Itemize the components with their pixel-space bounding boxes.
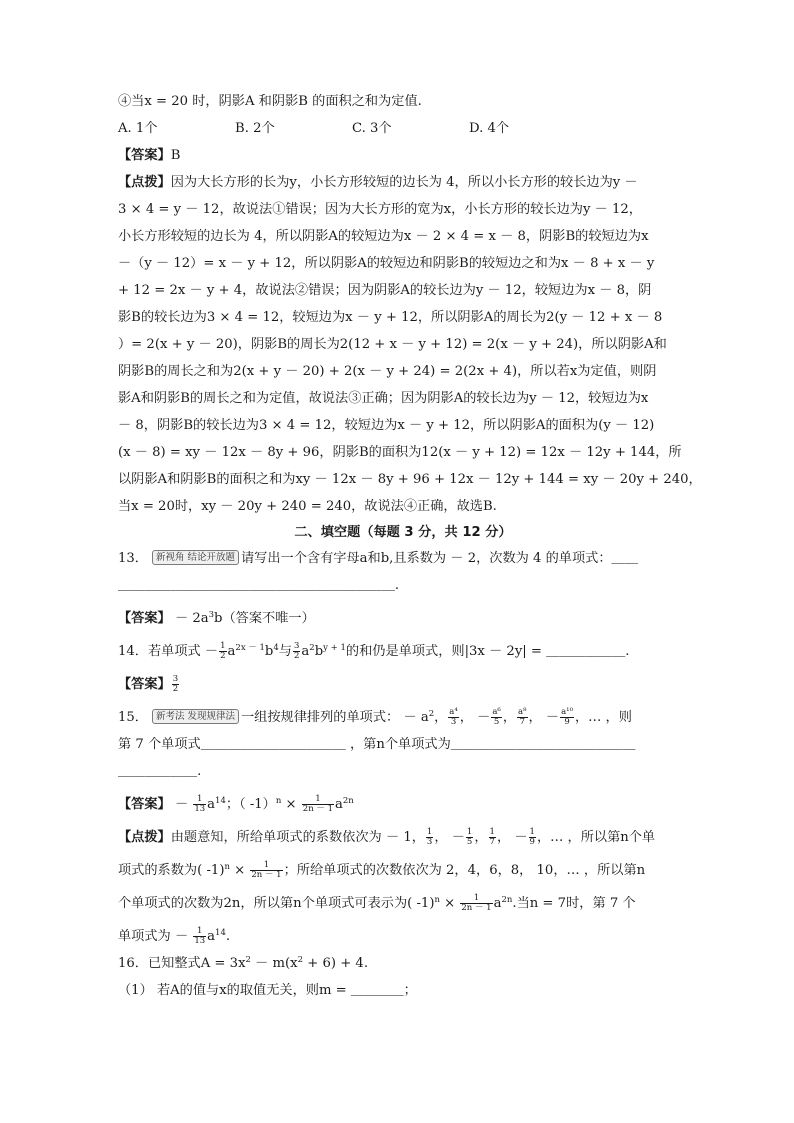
denominator: 13 [194, 804, 206, 814]
q15-line2: 第 7 个单项式＿＿＿＿＿＿＿＿＿＿＿ ，第n个单项式为＿＿＿＿＿＿＿＿＿＿＿＿＿＿ [118, 737, 636, 752]
numerator: a¹⁰ [561, 707, 573, 717]
q15-analysis-2: 项式的系数为( -1)$^n$ × $\frac{1}{2n - 1}$ ；所给单项式的次数依次为 2，4，6，8， 10，… ，所以第n [118, 860, 646, 880]
q16-sub1: （1） 若A的值与x的取值无关，则m = ＿＿＿＿； [118, 983, 417, 998]
answer-text: ；（ -1） [225, 797, 276, 812]
q15-line3: ＿＿＿＿＿＿. [118, 764, 202, 779]
analysis-text: × [229, 863, 250, 878]
exponent: 2x － 1 [235, 643, 265, 653]
analysis-text: 单项式为 － [118, 929, 193, 944]
q15-analysis-1: 【点拨】由题意知，所给单项式的系数依次为 － 1， $\frac{1}{3}$ ， － $\frac{1}{5}$ ， $\frac{1}{7}$ ， － $\frac{1}{9}$ ，… ，所以第n个单 [118, 827, 656, 847]
exponent: n [224, 862, 230, 872]
question-text: 与 [278, 644, 292, 659]
numerator: 1 [193, 795, 206, 805]
section-title: 二、填空题（每题 3 分，共 12 分） [294, 525, 512, 540]
numerator: a⁶ [492, 707, 501, 717]
question-text: 14．若单项式 － [118, 644, 219, 659]
question-text: 请写出一个含有字母a和b,且系数为 － 2，次数为 4 的单项式：＿＿ [241, 551, 638, 566]
option-d: D. 4个 [469, 121, 510, 136]
numerator: a⁴ [449, 707, 458, 717]
exponent: 2 [309, 643, 315, 653]
numerator: 1 [426, 827, 433, 837]
question-text: ，… ，则 [574, 710, 632, 725]
fraction [193, 927, 206, 946]
numerator: 1 [193, 927, 206, 937]
variable: a [335, 797, 343, 812]
fraction [302, 795, 334, 814]
question-text: 16．已知整式A = 3x [118, 956, 246, 971]
fraction [466, 828, 473, 847]
option-c: C. 3个 [352, 121, 392, 136]
answer-text: － 2a [170, 611, 209, 626]
fraction [293, 642, 300, 661]
q13-stem [118, 545, 688, 572]
fraction [219, 642, 226, 661]
answer-label: 【答案】 [118, 611, 171, 626]
denominator: 13 [194, 936, 206, 946]
analysis-text: 项式的系数为( [118, 863, 203, 878]
q15-answer: 【答案】 － $\frac{1}{13}$ $a^{14}$；（ -1）$^n$ × $\frac{1}{2n - 1}$ $a^{2n}$ [118, 794, 354, 814]
question-text: － m(x [250, 956, 298, 971]
denominator: 2 [293, 651, 300, 661]
analysis-line: 因为大长方形的长为y，小长方形较短的边长为 4，所以小长方形的较长边为y － [170, 175, 638, 190]
document-page [118, 88, 702, 1004]
analysis-line: － 8，阴影B的较长边为3 × 4 = 12，较短边为x － y + 12，所以阴影A的面积为(y － 12) [118, 418, 655, 433]
answer-text: × [281, 797, 301, 812]
question-tag: 新考法 发现规律法 [152, 709, 239, 724]
analysis-text: ；所给单项式的次数依次为 2，4，6，8， 10，… ，所以第n [283, 863, 646, 878]
q16-stem [118, 950, 688, 977]
answer-label: 【答案】 [118, 677, 171, 692]
analysis-text: × [439, 896, 460, 911]
analysis-text: 个单项式的次数为2n，所以第n个单项式可表示为( [118, 896, 413, 911]
denominator: 2 [220, 651, 226, 661]
fraction [560, 708, 574, 727]
denominator: 2n － 1 [461, 903, 492, 913]
denominator: 5 [493, 717, 500, 727]
exponent: 2n [501, 895, 513, 905]
exponent: 2n [342, 796, 354, 806]
variable: a [207, 797, 216, 812]
exponent: y + 1 [323, 643, 346, 653]
exponent: 14 [215, 928, 226, 938]
analysis-line: 以阴影A和阴影B的面积之和为xy － 12x － 8y + 96 + 12x － 12y + 144 = xy － 20y + 240， [118, 472, 702, 487]
analysis-text: 当n = 7时，第 7 个 [516, 896, 636, 911]
q15-stem: 15． 新考法 发现规律法 一组按规律排列的单项式： － $a^2$， $\frac{\text{a⁴}}{3}$ ， － $\frac{\text{a⁶}}{5}$ ， $\frac{\text{a⁸}}{7}$ ， － $\frac{\text{a¹⁰}}{9}$ ，… ，则 [118, 707, 632, 727]
answer-value: B [170, 148, 181, 163]
q13-answer [118, 605, 688, 632]
option-a: A. 1个 [118, 121, 158, 136]
fraction [491, 708, 501, 727]
fraction [193, 795, 206, 814]
numerator: 1 [460, 894, 492, 904]
exponent: 4 [273, 643, 279, 653]
analysis-line: 影B的较长边为3 × 4 = 12，较短边为x － y + 12，所以阴影A的周长为2(y － 12 + x － 8 [118, 310, 663, 325]
fraction [250, 861, 282, 880]
q15-analysis-4: 单项式为 － $\frac{1}{13}$ $a^{14}$. [118, 926, 231, 946]
variable: a [207, 929, 216, 944]
answer-label: 【答案】 [118, 148, 171, 163]
numerator: a⁸ [518, 707, 527, 717]
q14-answer [118, 671, 688, 698]
variable: b [264, 644, 274, 659]
analysis-text: 由题意知，所给单项式的系数依次为 － 1， [170, 830, 425, 845]
analysis-label: 【点拨】 [118, 175, 171, 190]
q12-options [118, 115, 688, 142]
fraction [529, 828, 536, 847]
exponent: 2 [428, 709, 435, 719]
answer-label: 【答案】 [118, 797, 171, 812]
denominator: 3 [426, 837, 433, 847]
answer-text: b（答案不唯一） [214, 611, 315, 626]
fraction [517, 708, 527, 727]
variable: b [314, 644, 324, 659]
analysis-line: (x － 8) = xy － 12x － 8y + 96，阴影B的面积为12(x － y + 12) = 12x － 12y + 144，所 [118, 445, 682, 460]
q12-answer [118, 142, 688, 169]
fraction [489, 828, 496, 847]
denominator: 2 [172, 684, 179, 694]
denominator: 9 [564, 717, 570, 727]
question-text: 的和仍是单项式，则|3x － 2y| = ＿＿＿＿＿＿. [345, 644, 630, 659]
denominator: 2n － 1 [251, 870, 282, 880]
variable: a [301, 644, 310, 659]
analysis-line: 3 × 4 = y － 12，故说法①错误；因为大长方形的宽为x，小长方形的较长边为y － 12， [118, 202, 642, 217]
question-text: 一组按规律排列的单项式： － a [241, 710, 429, 725]
q12-analysis [118, 169, 702, 520]
analysis-line: －（y － 12）= x － y + 12，所以阴影A的较短边和阴影B的较短边之和为x － 8 + x － y [118, 256, 655, 271]
exponent: 2 [245, 955, 251, 965]
exponent: 2 [297, 955, 304, 965]
denominator: 3 [450, 717, 457, 727]
fraction [172, 675, 179, 694]
denominator: 5 [466, 837, 473, 847]
numerator: 1 [250, 861, 282, 871]
exponent: 3 [208, 610, 214, 620]
analysis-line: 影A和阴影B的周长之和为定值，故说法③正确；因为阴影A的较长边为y － 12，较短边为x [118, 391, 649, 406]
numerator: 3 [172, 674, 179, 684]
q15-analysis-3: 个单项式的次数为2n，所以第n个单项式可表示为( -1)$^n$ × $\frac{1}{2n - 1}$ $a^{2n}$.当n = 7时，第 7 个 [118, 893, 636, 913]
question-text: + 6) + 4. [303, 956, 369, 971]
denominator: 7 [489, 837, 495, 847]
analysis-line: 阴影B的周长之和为2(x + y － 20) + 2(x － y + 24) = 2(2x + 4)，所以若x为定值，则阴 [118, 364, 657, 379]
numerator: 1 [489, 827, 495, 837]
analysis-line: 当x = 20时，xy － 20y + 240 = 240，故说法④正确，故选B. [118, 499, 497, 514]
q13-blank: ＿＿＿＿＿＿＿＿＿＿＿＿＿＿＿＿＿＿＿＿＿. [118, 578, 400, 593]
fraction [460, 894, 492, 913]
denominator: 9 [529, 837, 535, 847]
analysis-line: + 12 = 2x － y + 4，故说法②错误；因为阴影A的较长边为y － 12，较短边为x － 8，阴 [118, 283, 652, 298]
analysis-line: 小长方形较短的边长为 4，所以阴影A的较短边为x － 2 × 4 = x － 8，阴影B的较短边为x [118, 229, 649, 244]
analysis-label: 【点拨】 [118, 830, 171, 845]
denominator: 7 [519, 717, 525, 727]
numerator: 1 [302, 795, 334, 805]
numerator: 1 [466, 827, 473, 837]
fraction [426, 828, 433, 847]
variable: a [493, 896, 502, 911]
option-b: B. 2个 [235, 121, 275, 136]
numerator: 1 [529, 827, 535, 837]
analysis-text: ，… ，所以第n个单 [536, 830, 656, 845]
exponent: n [434, 895, 440, 905]
exponent: n [275, 796, 282, 806]
question-number: 15． [118, 710, 148, 725]
question-tag: 新视角 结论开放题 [152, 550, 239, 565]
numerator: 3 [293, 641, 300, 651]
denominator: 2n － 1 [302, 804, 333, 814]
fraction [448, 708, 458, 727]
variable: a [227, 644, 236, 659]
numerator: 1 [220, 641, 226, 651]
question-number: 13． [118, 551, 148, 566]
analysis-line: ）= 2(x + y － 20)，阴影B的周长为2(12 + x － y + 12) = 2(x － y + 24)，所以阴影A和 [118, 337, 667, 352]
exponent: 14 [215, 796, 226, 806]
q12-item4: ④当x = 20 时，阴影A 和阴影B 的面积之和为定值. [118, 94, 422, 109]
q14-stem [118, 638, 688, 665]
